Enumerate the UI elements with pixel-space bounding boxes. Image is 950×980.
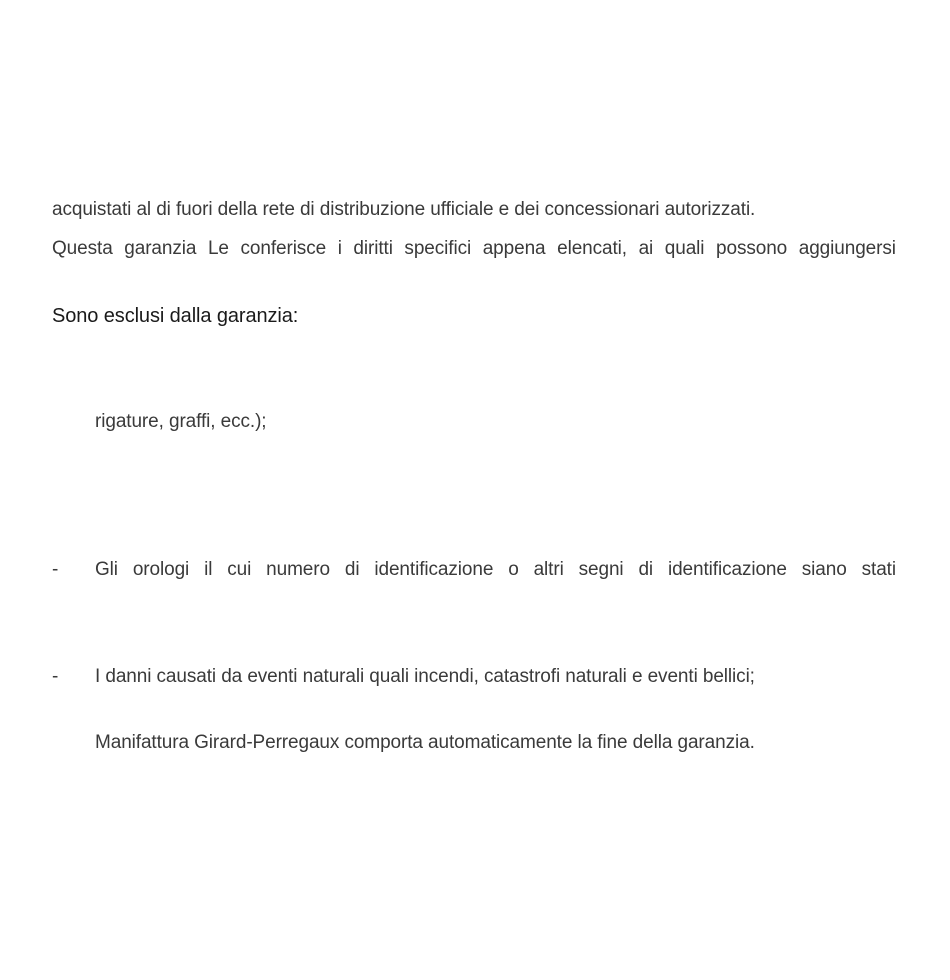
word: Le [207,238,229,259]
word: Questa [52,238,113,259]
word: identificazione [374,559,494,580]
list-item-2 [95,558,896,582]
word: orologi [132,559,190,580]
word: o [508,559,519,580]
list-bullet: - [52,559,59,580]
word: possono [716,238,788,259]
word: stati [861,559,896,580]
paragraph-line-1: acquistati al di fuori della rete di distribuzione ufficiale e dei concessionari autorizzati. [52,199,756,220]
paragraph-line-2 [52,237,896,261]
word: specifici [404,238,472,259]
word: conferisce [240,238,327,259]
word: garanzia [124,238,197,259]
word: diritti [353,238,393,259]
list-bullet: - [52,666,59,687]
word: elencati, [557,238,627,259]
word: i [337,238,342,259]
word: numero [266,559,330,580]
word: appena [482,238,546,259]
word: aggiungersi [798,238,896,259]
word: altri [533,559,564,580]
word: ai [638,238,654,259]
list-item-3: I danni causati da eventi naturali quali incendi, catastrofi naturali e eventi bellici; [95,666,755,687]
list-item-continuation-1: rigature, graffi, ecc.); [95,411,267,432]
list-item-continuation-4: Manifattura Girard-Perregaux comporta automaticamente la fine della garanzia. [95,732,755,753]
word: segni [578,559,624,580]
word: il [204,559,213,580]
word: cui [227,559,252,580]
word: di [344,559,360,580]
word: di [638,559,654,580]
section-heading: Sono esclusi dalla garanzia: [52,305,299,327]
word: Gli [95,559,118,580]
word: quali [664,238,705,259]
word: siano [801,559,847,580]
word: identificazione [667,559,787,580]
